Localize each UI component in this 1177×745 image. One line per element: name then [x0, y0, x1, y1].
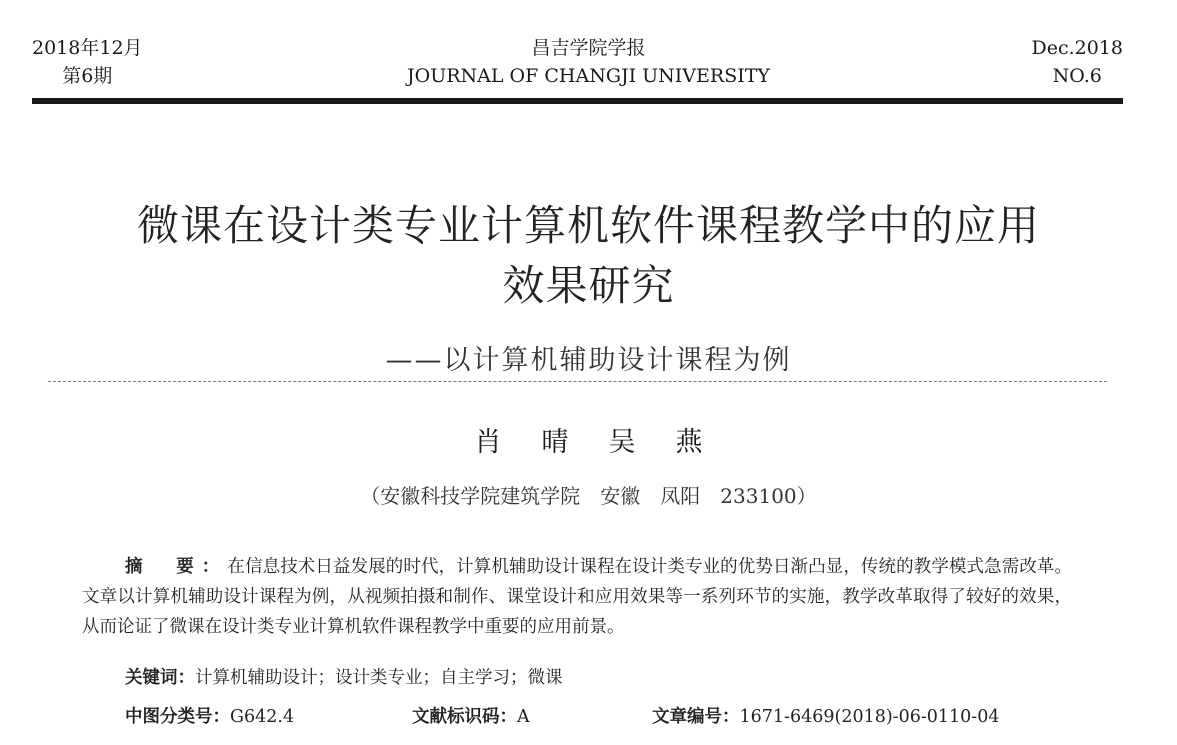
header-issue-en: NO.6	[1052, 65, 1102, 87]
header-date: 2018年12月	[32, 37, 143, 59]
title-line-2: 效果研究	[502, 261, 675, 310]
abstract-label: 摘 要：	[125, 557, 228, 577]
document-code	[412, 703, 530, 728]
doc-value: A	[517, 707, 530, 727]
author-list	[0, 420, 1177, 459]
journal-name-cn: 昌吉学院学报	[531, 37, 646, 59]
header-issue: 第6期	[62, 65, 113, 87]
clc-label: 中图分类号：	[125, 707, 230, 727]
journal-name-en: JOURNAL OF CHANGJI UNIVERSITY	[407, 65, 770, 87]
clc-value: G642.4	[230, 707, 295, 727]
header-right	[1031, 34, 1123, 90]
article-number	[652, 703, 1000, 728]
abstract-text: 在信息技术日益发展的时代，计算机辅助设计课程在设计类专业的优势日渐凸显，传统的教学模式急需改革。文章以计算机辅助设计课程为例，从视频拍摄和制作、课堂设计和应用效果等一系列环节的实施，教学改革取得了较好的效果，从而论证了微课在设计类专业计算机软件课程教学中重要的应用前景。	[82, 557, 1073, 637]
header-rule	[32, 98, 1123, 104]
abstract	[82, 552, 1072, 642]
article-subtitle: ——以计算机辅助设计课程为例	[385, 345, 792, 376]
doc-label: 文献标识码：	[412, 707, 517, 727]
keywords-label: 关键词：	[125, 668, 195, 688]
author-char: 肖	[474, 427, 502, 458]
keywords-text: 计算机辅助设计；设计类专业；自主学习；微课	[195, 668, 563, 688]
title-line-1: 微课在设计类专业计算机软件课程教学中的应用	[136, 201, 1040, 250]
dashed-divider	[48, 381, 1107, 382]
article-number-label: 文章编号：	[652, 707, 740, 727]
header-center	[0, 34, 1177, 90]
author-char: 燕	[675, 427, 703, 458]
article-title	[40, 196, 1137, 316]
affiliation: （安徽科技学院建筑学院 安徽 凤阳 233100）	[360, 484, 817, 508]
header-date-en: Dec.2018	[1031, 37, 1123, 59]
article-number-value: 1671-6469(2018)-06-0110-04	[739, 707, 1000, 727]
keywords	[125, 664, 563, 689]
author-char: 吴	[608, 427, 636, 458]
clc-number	[125, 703, 294, 728]
author-char: 晴	[541, 427, 569, 458]
